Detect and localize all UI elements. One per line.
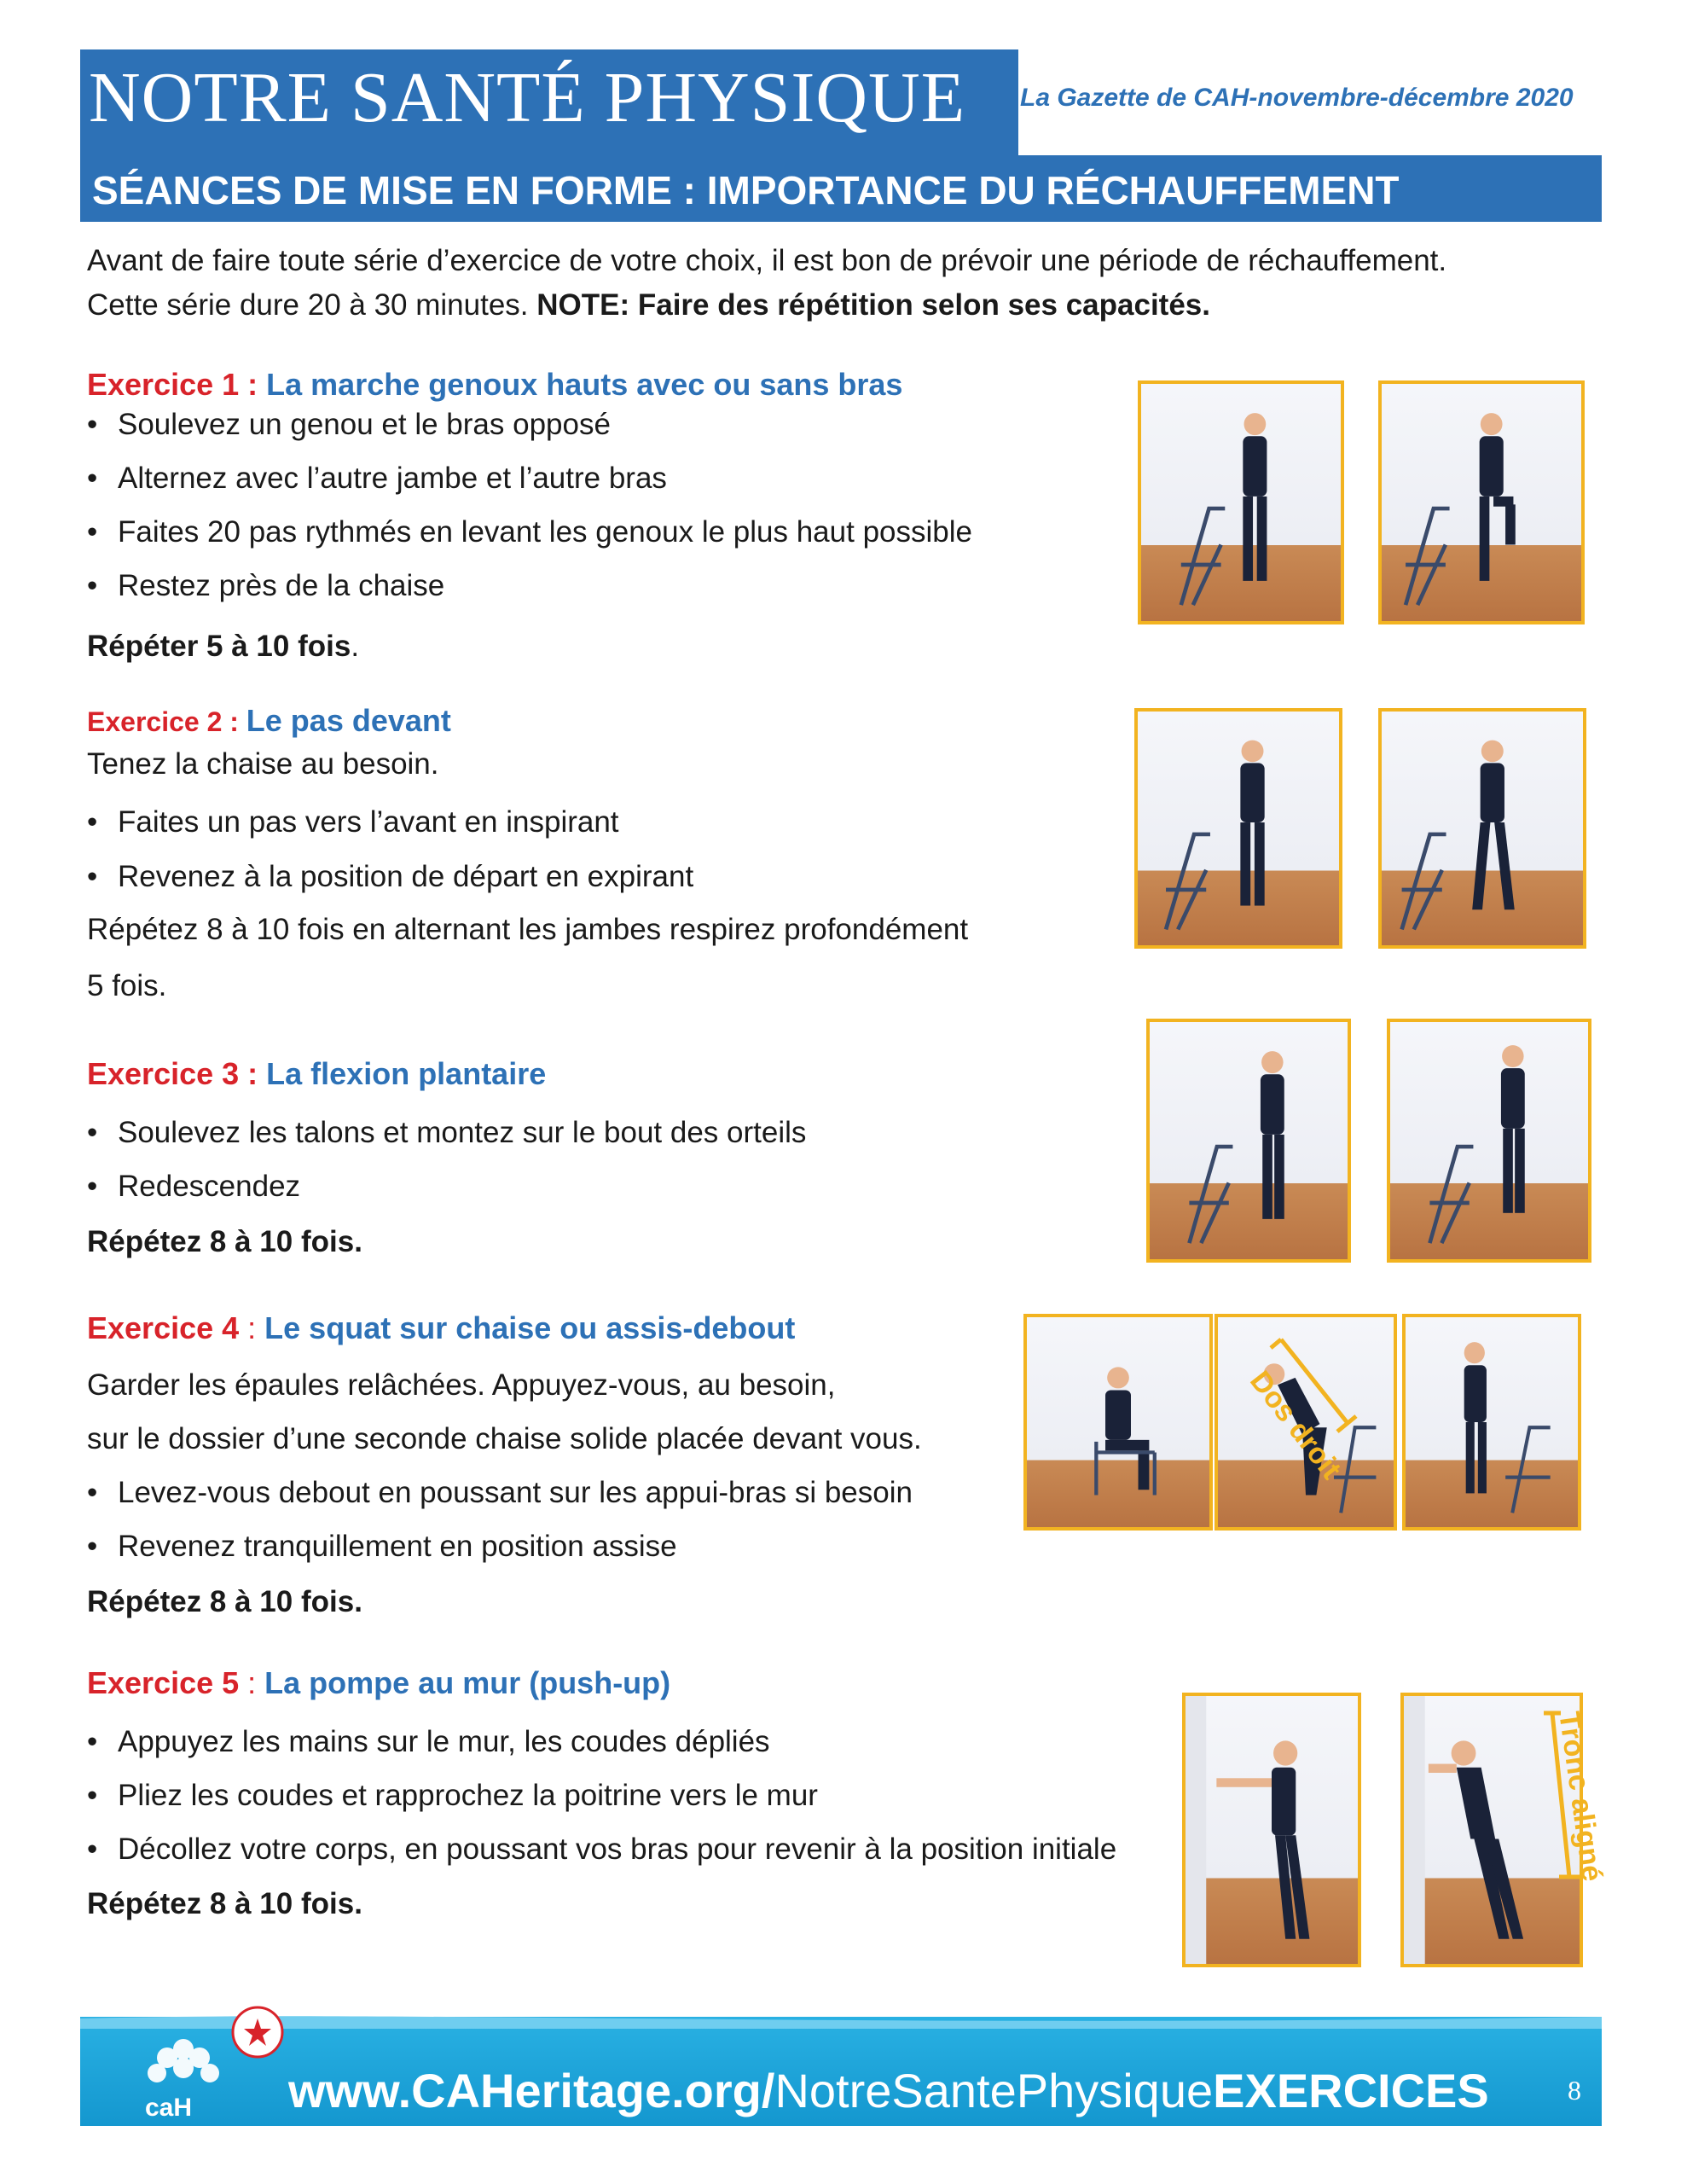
exercise-5-heading: Exercice 5 : La pompe au mur (push-up) — [87, 1665, 671, 1700]
footer-website-link[interactable]: www.CAHeritage.org/NotreSantePhysiqueEXERCICES — [288, 2064, 1489, 2117]
exercise-1-photo-knee-raise — [1378, 380, 1585, 624]
list-item: • Appuyez les mains sur le mur, les coudes dépliés — [87, 1725, 770, 1758]
section-subtitle: SÉANCES DE MISE EN FORME : IMPORTANCE DU RÉCHAUFFEMENT — [92, 168, 1400, 212]
gazette-issue: La Gazette de CAH-novembre-décembre 2020 — [1020, 84, 1574, 112]
exercise-3-repeat: Répétez 8 à 10 fois. — [87, 1225, 362, 1258]
exercise-4-photo-seated — [1023, 1314, 1213, 1531]
page-number: 8 — [1568, 2075, 1581, 2106]
list-item: • Levez-vous debout en poussant sur les appui-bras si besoin — [87, 1476, 913, 1509]
intro-duration: Cette série dure 20 à 30 minutes. — [87, 288, 537, 322]
list-item: • Décollez votre corps, en poussant vos bras pour revenir à la position initiale — [87, 1833, 1117, 1866]
list-item: • Faites 20 pas rythmés en levant les genoux le plus haut possible — [87, 515, 972, 549]
intro-line-2 — [87, 287, 1210, 324]
exercise-2-photo-start — [1134, 708, 1342, 949]
exercise-4-repeat: Répétez 8 à 10 fois. — [87, 1585, 362, 1618]
exercise-4-number: Exercice 4 — [87, 1310, 240, 1345]
page-title: NOTRE SANTÉ PHYSIQUE — [89, 58, 965, 137]
exercise-5-name: La pompe au mur (push-up) — [264, 1665, 671, 1700]
exercise-1-number: Exercice 1 : — [87, 367, 267, 402]
exercise-2-name: Le pas devant — [246, 703, 451, 738]
exercise-5-number: Exercice 5 — [87, 1665, 240, 1700]
exercise-4-lead-2: sur le dossier d’une seconde chaise solide placée devant vous. — [87, 1422, 922, 1455]
exercise-1-name: La marche genoux hauts avec ou sans bras — [266, 367, 903, 402]
list-item: • Restez près de la chaise — [87, 569, 445, 602]
award-badge-icon — [230, 2005, 285, 2059]
exercise-3-heading — [87, 1056, 546, 1092]
exercise-5-repeat: Répétez 8 à 10 fois. — [87, 1887, 362, 1920]
list-item: • Alternez avec l’autre jambe et l’autre bras — [87, 462, 667, 495]
intro-note: NOTE: Faire des répétition selon ses capacités. — [536, 288, 1210, 322]
exercise-3-photo-tiptoe — [1387, 1019, 1591, 1263]
list-item: • Revenez tranquillement en position assise — [87, 1530, 677, 1563]
exercise-2-heading — [87, 703, 451, 739]
footer-wave — [80, 2010, 1602, 2029]
trunk-aligned-label: Tronc aligné — [1552, 1710, 1609, 1884]
list-item: • Redescendez — [87, 1170, 301, 1203]
list-item: • Revenez à la position de départ en expirant — [87, 860, 694, 893]
list-item: • Soulevez les talons et montez sur le bout des orteils — [87, 1116, 807, 1149]
exercise-5-photo-arms-extended — [1182, 1693, 1361, 1967]
exercise-2-repeat-2: 5 fois. — [87, 969, 167, 1002]
exercise-2-photo-step — [1378, 708, 1586, 949]
exercise-1-heading — [87, 367, 902, 403]
exercise-4-photo-standing — [1402, 1314, 1581, 1531]
list-item: • Faites un pas vers l’avant en inspirant — [87, 805, 619, 839]
intro-line-1: Avant de faire toute série d’exercice de votre choix, il est bon de prévoir une période de réchauffement. — [87, 244, 1447, 277]
back-straight-label: Dos droit — [1244, 1365, 1348, 1485]
exercise-1-repeat: Répéter 5 à 10 fois. — [87, 630, 360, 663]
exercise-2-repeat-1: Répétez 8 à 10 fois en alternant les jambes respirez profondément — [87, 913, 969, 946]
exercise-4-heading: Exercice 4 : Le squat sur chaise ou assis-debout — [87, 1310, 796, 1345]
cah-logo-text: caH — [145, 2094, 193, 2122]
exercise-3-number: Exercice 3 : — [87, 1056, 267, 1091]
exercise-4-name: Le squat sur chaise ou assis-debout — [264, 1310, 796, 1345]
list-item: • Soulevez un genou et le bras opposé — [87, 408, 611, 441]
exercise-2-lead: Tenez la chaise au besoin. — [87, 747, 439, 781]
list-item: • Pliez les coudes et rapprochez la poitrine vers le mur — [87, 1779, 818, 1812]
exercise-4-lead-1: Garder les épaules relâchées. Appuyez-vous, au besoin, — [87, 1368, 836, 1402]
exercise-3-photo-flat — [1146, 1019, 1351, 1263]
exercise-3-name: La flexion plantaire — [266, 1056, 547, 1091]
exercise-1-photo-standing — [1138, 380, 1344, 624]
exercise-2-number: Exercice 2 : — [87, 706, 246, 737]
